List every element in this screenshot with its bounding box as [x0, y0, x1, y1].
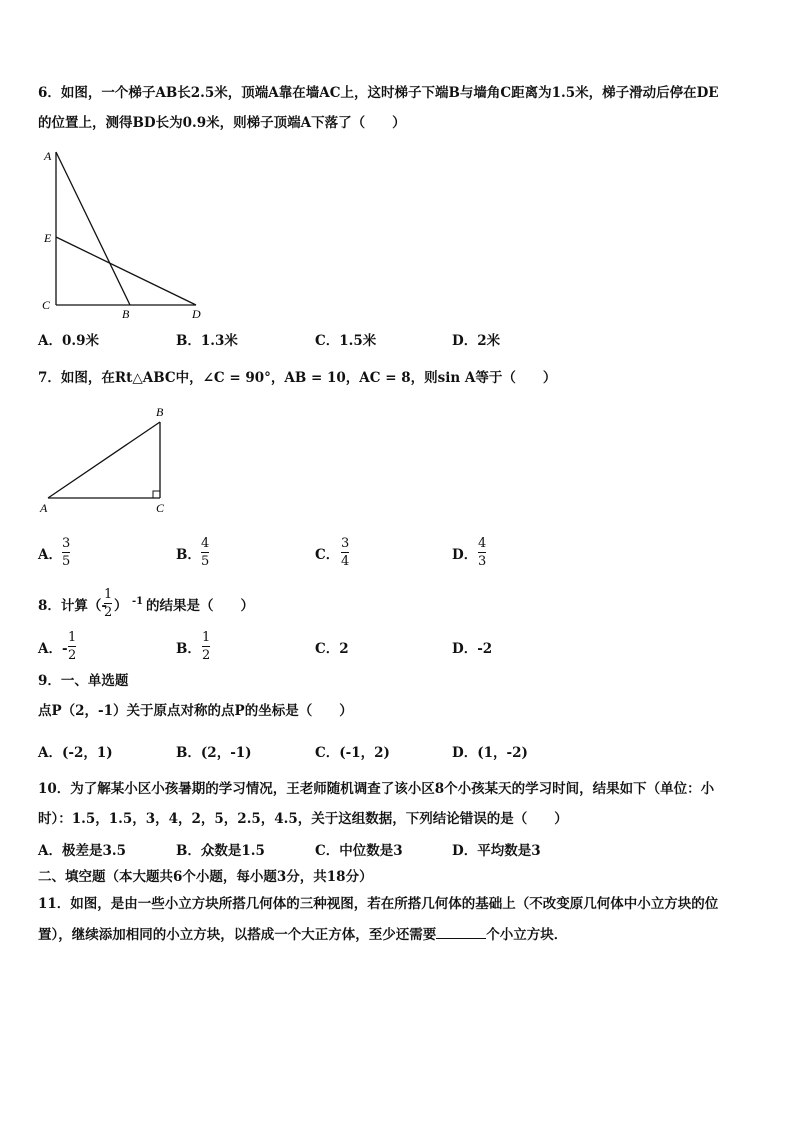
q8-option-b-letter: B．: [176, 641, 201, 657]
q10-stem-line2: 时）：1.5，1.5，3，4，2，5，2.5，4.5，关于这组数据，下列结论错误的是（ ）: [38, 811, 568, 827]
q9-option-d: D．(1，-2): [452, 745, 528, 761]
q7-option-a-letter: A．: [38, 547, 62, 563]
q9-option-c: C．(-1，2): [315, 745, 390, 761]
label-c: C: [42, 298, 51, 312]
q7-option-a-fraction: 3 5: [62, 536, 71, 569]
q6-ladder-figure: [36, 142, 216, 322]
label-a: A: [40, 501, 48, 515]
q7-option-c-fraction: 3 4: [341, 536, 350, 569]
q6-option-b: B．1.3米: [176, 333, 238, 349]
q8-stem-prefix: 8．计算（-: [38, 598, 107, 614]
right-angle-mark: [153, 491, 160, 498]
side-ab: [48, 422, 160, 498]
q8-stem-fraction: 1 2: [104, 587, 113, 620]
q8-option-d: D．-2: [452, 641, 493, 657]
q10-option-b: B．众数是1.5: [176, 843, 265, 859]
q11-stem-line1: 11．如图，是由一些小立方块所搭几何体的三种视图，若在所搭几何体的基础上（不改变原几何体中小立方块的位: [38, 896, 719, 912]
q7-option-b-letter: B．: [176, 547, 201, 563]
label-b: B: [156, 405, 164, 419]
q8-option-a-letter: A．-: [38, 641, 68, 657]
q10-option-a: A．极差是3.5: [38, 843, 126, 859]
ladder-ed: [56, 237, 196, 305]
q7-stem: 7．如图，在Rt△ABC中，∠C = 90°，AB = 10，AC = 8，则sin A等于（ ）: [38, 370, 557, 386]
q6-stem-line2: 的位置上，测得BD长为0.9米，则梯子顶端A下落了（ ）: [38, 115, 406, 131]
label-b: B: [122, 307, 130, 321]
q11-stem-line2: [38, 926, 567, 944]
q10-option-d: D．平均数是3: [452, 843, 541, 859]
q8-stem-tail: 的结果是（ ）: [146, 598, 254, 614]
q9-option-b: B．(2，-1): [176, 745, 252, 761]
q9-header: 9．一、单选题: [38, 673, 129, 689]
q6-option-c: C．1.5米: [315, 333, 377, 349]
q11-stem-line2-prefix: 置），继续添加相同的小立方块，以搭成一个大正方体，至少还需要: [38, 927, 437, 943]
q11-stem-line2-suffix: 个小立方块．: [486, 927, 568, 943]
q8-option-c: C．2: [315, 641, 349, 657]
label-a: A: [44, 149, 52, 163]
q6-option-a: A．0.9米: [38, 333, 99, 349]
ladder-ab: [56, 152, 130, 305]
q11-answer-blank[interactable]: [436, 926, 486, 939]
q6-option-d: D．2米: [452, 333, 501, 349]
q8-option-a-fraction: 1 2: [68, 630, 77, 663]
q7-option-c-letter: C．: [315, 547, 340, 563]
q9-stem: 点P（2，-1）关于原点对称的点P的坐标是（ ）: [38, 703, 353, 719]
q8-exponent: -1: [132, 596, 144, 607]
q7-option-b-fraction: 4 5: [201, 536, 210, 569]
q8-stem-paren: ）: [114, 598, 128, 614]
section-heading-fill-in: 二、填空题（本大题共6个小题，每小题3分，共18分）: [38, 869, 373, 885]
label-e: E: [44, 231, 52, 245]
q7-triangle-figure: [36, 402, 176, 517]
q9-option-a: A．(-2，1): [38, 745, 113, 761]
q7-option-d-fraction: 4 3: [478, 536, 487, 569]
q7-option-d-letter: D．: [452, 547, 478, 563]
q10-stem-line1: 10．为了解某小区小孩暑期的学习情况，王老师随机调查了该小区8个小孩某天的学习时间，结果如下（单位：小: [38, 781, 715, 797]
q8-option-b-fraction: 1 2: [202, 630, 211, 663]
q10-option-c: C．中位数是3: [315, 843, 403, 859]
label-c: C: [156, 501, 165, 515]
label-d: D: [192, 307, 201, 321]
q6-stem-line1: 6．如图，一个梯子AB长2.5米，顶端A靠在墙AC上，这时梯子下端B与墙角C距离为1.5米，梯子滑动后停在DE: [38, 85, 719, 101]
